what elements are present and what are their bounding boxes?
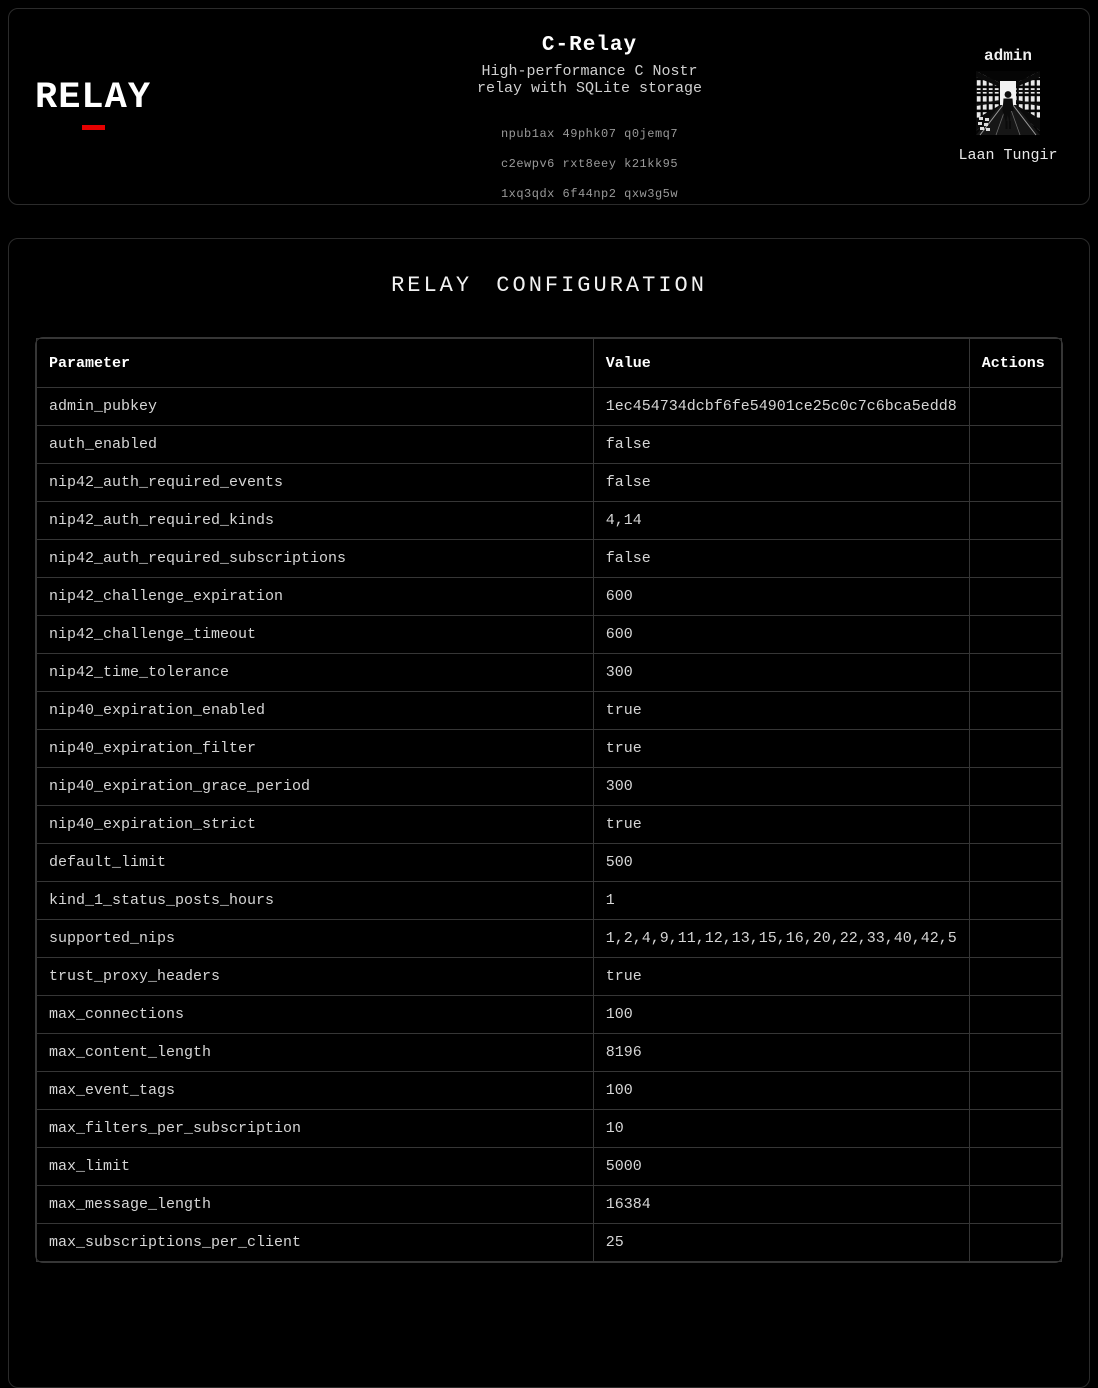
relay-npub — [460, 112, 720, 217]
npub-line: c2ewpv6 rxt8eey k21kk95 — [500, 156, 679, 171]
actions-cell — [969, 426, 1061, 464]
table-row — [37, 844, 1062, 882]
actions-cell — [969, 616, 1061, 654]
actions-cell — [969, 692, 1061, 730]
page-header — [8, 8, 1090, 205]
actions-cell — [969, 1186, 1061, 1224]
table-row — [37, 1186, 1062, 1224]
parameter-cell: trust_proxy_headers — [37, 958, 594, 996]
table-row — [37, 1072, 1062, 1110]
npub-line: npub1ax 49phk07 q0jemq7 — [500, 126, 679, 141]
actions-cell — [969, 654, 1061, 692]
actions-cell — [969, 1110, 1061, 1148]
table-row — [37, 1110, 1062, 1148]
actions-cell — [969, 806, 1061, 844]
value-cell: false — [593, 464, 969, 502]
value-cell: 16384 — [593, 1186, 969, 1224]
value-cell: 5000 — [593, 1148, 969, 1186]
parameter-cell: nip40_expiration_grace_period — [37, 768, 594, 806]
actions-cell — [969, 730, 1061, 768]
value-cell: false — [593, 426, 969, 464]
config-table — [36, 338, 1062, 1262]
app-title-block — [460, 9, 720, 217]
value-cell: true — [593, 806, 969, 844]
section-title: RELAY CONFIGURATION — [391, 273, 707, 298]
parameter-cell: nip42_time_tolerance — [37, 654, 594, 692]
actions-cell — [969, 464, 1061, 502]
admin-avatar — [976, 71, 1040, 135]
table-row — [37, 464, 1062, 502]
value-cell: 4,14 — [593, 502, 969, 540]
parameter-cell: default_limit — [37, 844, 594, 882]
config-table-wrap — [35, 337, 1063, 1263]
table-row — [37, 426, 1062, 464]
npub-line: 1xq3qdx 6f44np2 qxw3g5w — [500, 186, 679, 201]
actions-cell — [969, 578, 1061, 616]
value-cell: 1 — [593, 882, 969, 920]
parameter-cell: nip42_auth_required_subscriptions — [37, 540, 594, 578]
table-row — [37, 768, 1062, 806]
relay-logo-text: RELAY — [35, 77, 152, 119]
parameter-cell: max_subscriptions_per_client — [37, 1224, 594, 1262]
table-header-row — [37, 339, 1062, 388]
parameter-cell: admin_pubkey — [37, 388, 594, 426]
actions-cell — [969, 920, 1061, 958]
admin-avatar-photo-icon — [976, 71, 1040, 135]
table-row — [37, 616, 1062, 654]
parameter-cell: nip40_expiration_strict — [37, 806, 594, 844]
table-row — [37, 654, 1062, 692]
table-row — [37, 502, 1062, 540]
parameter-cell: max_limit — [37, 1148, 594, 1186]
actions-cell — [969, 1224, 1061, 1262]
value-cell: 100 — [593, 996, 969, 1034]
value-cell: 1ec454734dcbf6fe54901ce25c0c7c6bca5edd8 — [593, 388, 969, 426]
actions-cell — [969, 388, 1061, 426]
value-cell: 1,2,4,9,11,12,13,15,16,20,22,33,40,42,5 — [593, 920, 969, 958]
value-cell: 10 — [593, 1110, 969, 1148]
column-header-value: Value — [593, 339, 969, 388]
parameter-cell: nip42_auth_required_kinds — [37, 502, 594, 540]
relay-configuration-section — [8, 238, 1090, 1388]
parameter-cell: nip42_auth_required_events — [37, 464, 594, 502]
value-cell: 300 — [593, 654, 969, 692]
parameter-cell: nip40_expiration_filter — [37, 730, 594, 768]
actions-cell — [969, 882, 1061, 920]
admin-profile — [953, 9, 1063, 164]
table-row — [37, 1034, 1062, 1072]
actions-cell — [969, 502, 1061, 540]
config-table-body — [37, 388, 1062, 1262]
value-cell: true — [593, 730, 969, 768]
actions-cell — [969, 996, 1061, 1034]
parameter-cell: max_content_length — [37, 1034, 594, 1072]
actions-cell — [969, 1072, 1061, 1110]
actions-cell — [969, 844, 1061, 882]
table-row — [37, 806, 1062, 844]
column-header-actions: Actions — [969, 339, 1061, 388]
value-cell: 600 — [593, 616, 969, 654]
value-cell: 500 — [593, 844, 969, 882]
table-row — [37, 540, 1062, 578]
table-row — [37, 882, 1062, 920]
table-row — [37, 996, 1062, 1034]
actions-cell — [969, 1034, 1061, 1072]
value-cell: 100 — [593, 1072, 969, 1110]
table-row — [37, 1148, 1062, 1186]
table-row — [37, 692, 1062, 730]
parameter-cell: nip40_expiration_enabled — [37, 692, 594, 730]
parameter-cell: max_message_length — [37, 1186, 594, 1224]
table-row — [37, 730, 1062, 768]
parameter-cell: supported_nips — [37, 920, 594, 958]
actions-cell — [969, 540, 1061, 578]
value-cell: true — [593, 692, 969, 730]
table-row — [37, 1224, 1062, 1262]
relay-logo — [35, 77, 151, 130]
actions-cell — [969, 1148, 1061, 1186]
column-header-parameter: Parameter — [37, 339, 594, 388]
actions-cell — [969, 768, 1061, 806]
table-row — [37, 388, 1062, 426]
admin-role-label: admin — [983, 47, 1032, 65]
table-row — [37, 958, 1062, 996]
value-cell: false — [593, 540, 969, 578]
admin-name: Laan Tungir — [958, 147, 1058, 164]
parameter-cell: nip42_challenge_expiration — [37, 578, 594, 616]
parameter-cell: max_filters_per_subscription — [37, 1110, 594, 1148]
value-cell: true — [593, 958, 969, 996]
parameter-cell: max_connections — [37, 996, 594, 1034]
parameter-cell: nip42_challenge_timeout — [37, 616, 594, 654]
value-cell: 300 — [593, 768, 969, 806]
relay-logo-red-underline — [82, 125, 105, 130]
value-cell: 25 — [593, 1224, 969, 1262]
table-row — [37, 920, 1062, 958]
actions-cell — [969, 958, 1061, 996]
parameter-cell: kind_1_status_posts_hours — [37, 882, 594, 920]
value-cell: 600 — [593, 578, 969, 616]
parameter-cell: auth_enabled — [37, 426, 594, 464]
parameter-cell: max_event_tags — [37, 1072, 594, 1110]
value-cell: 8196 — [593, 1034, 969, 1072]
app-title: C-Relay — [541, 34, 638, 57]
table-row — [37, 578, 1062, 616]
app-subtitle: High-performance C Nostr relay with SQLite storage — [476, 63, 703, 98]
